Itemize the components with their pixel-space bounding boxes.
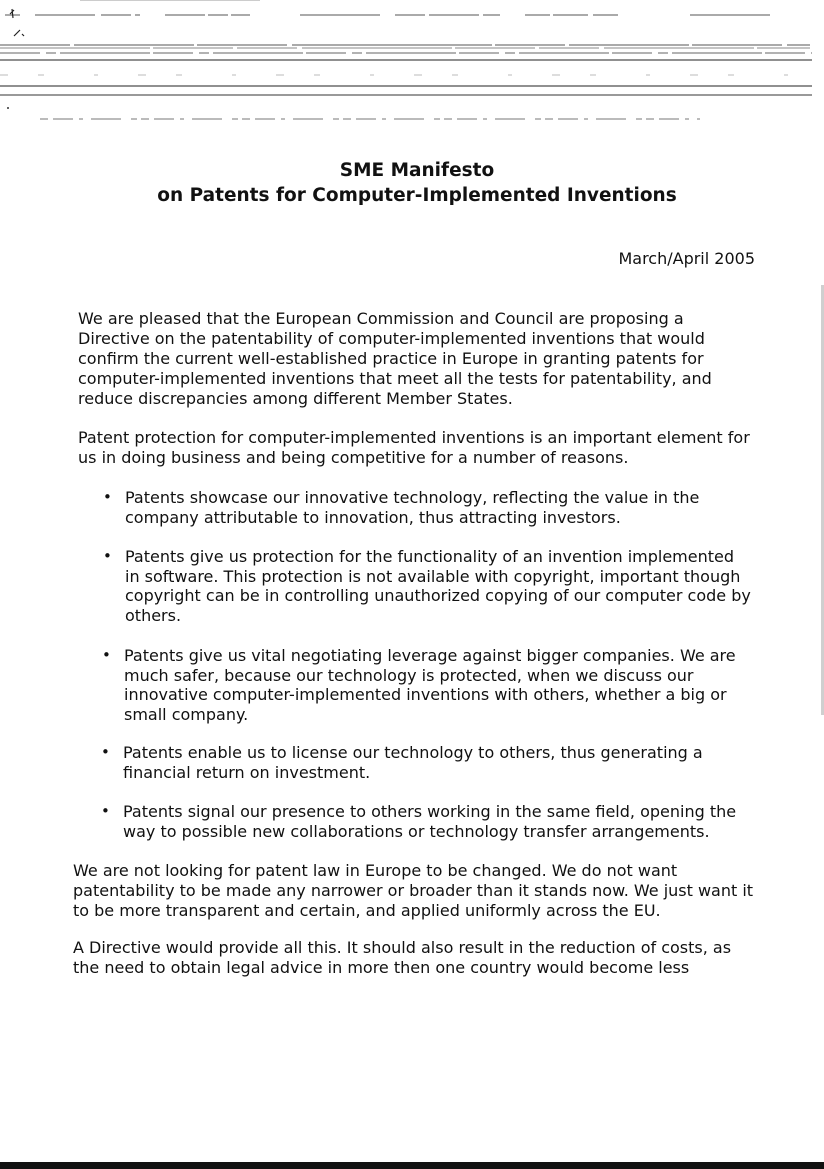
fax-header-artifacts (0, 0, 824, 125)
list-item-text: Patents signal our presence to others working in the same field, opening the way to possible new collaborations or technology transfer arrangements. (123, 802, 737, 841)
bullet-icon: • (103, 547, 112, 565)
bullet-icon: • (103, 488, 112, 506)
closing-paragraph: A Directive would provide all this. It should also result in the reduction of costs, as the need to obtain legal advice in more then one country would become less (73, 938, 732, 977)
title-line-1: SME Manifesto (339, 160, 495, 181)
reasons-intro-paragraph: Patent protection for computer-implemented inventions is an important element for us in doing business and being competitive for a number of reasons. (78, 428, 750, 467)
document-date: March/April 2005 (618, 249, 755, 268)
bullet-icon: • (102, 646, 111, 664)
list-item-text: Patents enable us to license our technology to others, thus generating a financial return on investment. (123, 743, 703, 782)
list-item (101, 743, 723, 782)
list-item-text: Patents showcase our innovative technology, reflecting the value in the company attributable to innovation, thus attracting investors. (125, 488, 700, 527)
list-item-text: Patents give us protection for the functionality of an invention implemented in software. This protection is not available with copyright, important though copyright can be in controlling unauthorized copying of our computer code by others. (125, 547, 751, 625)
bullet-icon: • (101, 743, 110, 761)
list-item (103, 547, 751, 625)
list-item (103, 488, 725, 527)
intro-paragraph: We are pleased that the European Commission and Council are proposing a Directive on the patentability of computer-implemented inventions that would confirm the current well-established practice in Europe in granting patents for computer-implemented inventions that meet all the tests for patentability, and reduce discrepancies among different Member States. (78, 309, 712, 408)
document-title (0, 158, 824, 208)
scan-bottom-edge (0, 1162, 824, 1169)
list-item (101, 802, 757, 841)
bullet-icon: • (101, 802, 110, 820)
list-item-text: Patents give us vital negotiating leverage against bigger companies. We are much safer, because our technology is protected, when we discuss our innovative computer-implemented inventions with others, whether a big or small company. (124, 646, 736, 724)
list-item (102, 646, 754, 724)
closing-paragraph: We are not looking for patent law in Europe to be changed. We do not want patentability to be made any narrower or broader than it stands now. We just want it to be more transparent and certain, and applied uniformly across the EU. (73, 861, 754, 920)
title-line-2: on Patents for Computer-Implemented Inventions (157, 185, 677, 206)
